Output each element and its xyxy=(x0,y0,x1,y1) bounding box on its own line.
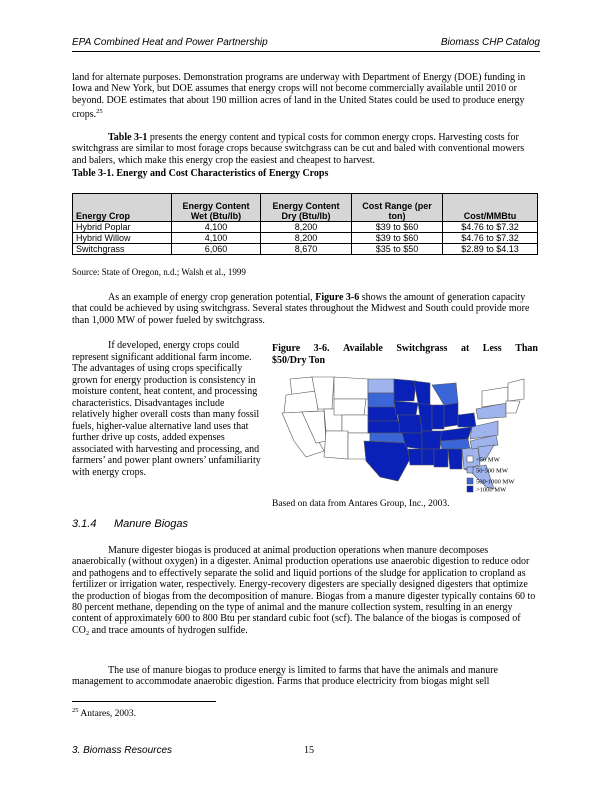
legend-swatch-2 xyxy=(467,467,473,473)
page-number: 15 xyxy=(304,745,314,756)
table-cell: 8,670 xyxy=(261,244,352,255)
section-heading xyxy=(72,518,188,530)
table-cell: $39 to $60 xyxy=(352,222,443,233)
legend-label-2: 50-500 MW xyxy=(476,467,508,475)
paragraph-table-intro: Table 3-1 presents the energy content and typical costs for common energy crops. Harvesting costs for switchgrass are similar to most forage crops because switchgrass can be cut and baled with conventional mowers and balers, which make this energy crop the easiest and cheapest to harvest. xyxy=(72,132,525,166)
table-cell: 8,200 xyxy=(261,233,352,244)
section-number: 3.1.4 xyxy=(72,518,97,530)
header-left: EPA Combined Heat and Power Partnership xyxy=(72,37,268,48)
table-cell: Hybrid Poplar xyxy=(73,222,172,233)
switchgrass-us-map xyxy=(272,369,534,493)
footnote-ref: 25 xyxy=(96,108,103,116)
paragraph-land-use: land for alternate purposes. Demonstration programs are underway with Department of Energy (DOE) funding in Iowa and New York, but DOE assumes that energy crops will not become commercially available until 2010 or beyond. DOE estimates that about 190 million acres of land in the United States could be used to produce energy crops.$^{25}$ xyxy=(72,72,526,121)
table-header-row xyxy=(73,194,538,222)
table-header: Cost Range (per ton) xyxy=(352,194,443,222)
legend-label-1: <50 MW xyxy=(476,456,500,464)
table-reference: Table 3-1 xyxy=(108,132,148,143)
table-cell: $39 to $60 xyxy=(352,233,443,244)
table-cell: $4.76 to $7.32 xyxy=(443,233,538,244)
paragraph-manure-biogas: Manure digester biogas is produced at animal production operations when manure decomposes anaerobically (without oxygen) in a digester. Animal production operations use anaerobic digestion to reduce odor and pathogens and to effectively separate the solid and liquid portions of the sludge for application to cropland as fertilizer or irrigation water, respectively. Energy-recovery digesters are specially designed digesters that optimize the production of biogas from the decomposition of manure. Biogas from a manure digester typically contains 60 to 80 percent methane, depending on the type of animal and the manure collection system, resulting in an energy content of approximately 600 to 800 Btu per standard cubic foot (scf). The balance of the biogas is composed of $CO_2$ and trace amounts of hydrogen sulfide. xyxy=(72,545,536,637)
table-cell: Switchgrass xyxy=(73,244,172,255)
figure-source: Based on data from Antares Group, Inc., 2003. xyxy=(272,499,450,509)
table-cell: $35 to $50 xyxy=(352,244,443,255)
footnote-divider xyxy=(72,701,216,702)
table-source: Source: State of Oregon, n.d.; Walsh et al., 1999 xyxy=(72,267,246,277)
legend-swatch-3 xyxy=(467,478,473,484)
table-row xyxy=(73,222,538,233)
table-caption: Table 3-1. Energy and Cost Characteristics of Energy Crops xyxy=(72,168,329,179)
table-cell: 8,200 xyxy=(261,222,352,233)
table-cell: $4.76 to $7.32 xyxy=(443,222,538,233)
legend-swatch-1 xyxy=(467,456,473,462)
paragraph-figure-intro: As an example of energy crop generation potential, Figure 3-6 shows the amount of generation capacity that could be achieved by using switchgrass. Several states throughout the Midwest and South could provide more than 1,000 MW of power fueled by switchgrass. xyxy=(72,292,530,326)
legend-label-4: >1000 MW xyxy=(476,486,507,493)
footer-section: 3. Biomass Resources xyxy=(72,745,173,756)
table-cell: 4,100 xyxy=(172,222,261,233)
table-header: Cost/MMBtu xyxy=(443,194,538,222)
table-header: Energy Content Dry (Btu/lb) xyxy=(261,194,352,222)
section-title: Manure Biogas xyxy=(114,518,188,530)
energy-crop-table xyxy=(72,193,538,255)
table-header: Energy Crop xyxy=(73,194,172,222)
table-cell: Hybrid Willow xyxy=(73,233,172,244)
figure-reference: Figure 3-6 xyxy=(315,292,360,303)
table-row xyxy=(73,244,538,255)
paragraph-biogas-use: The use of manure biogas to produce energy is limited to farms that have the animals and manure management to accommodate anaerobic digestion. Farms that produce electricity from biogas might sell xyxy=(72,665,498,688)
table-cell: $2.89 to $4.13 xyxy=(443,244,538,255)
paragraph-energy-crop-income: If developed, energy crops could represent significant additional farm income. The advantages of using crops specifically grown for energy production is consistency in moisture content, heat content, and processing characteristics. Disadvantages include relatively higher overall costs than many fossil fuels, higher-value alternative land uses that further drive up costs, added expenses associated with harvesting and processing, and farmers’ and power plant owners’ unfamiliarity with energy crops. xyxy=(72,340,261,478)
legend-swatch-4 xyxy=(467,486,473,492)
legend-label-3: 500-1000 MW xyxy=(476,478,515,486)
page-header xyxy=(72,37,540,52)
footnote: $^{25}$ Antares, 2003. xyxy=(72,707,137,719)
header-right: Biomass CHP Catalog xyxy=(440,37,540,48)
table-cell: 6,060 xyxy=(172,244,261,255)
table-cell: 4,100 xyxy=(172,233,261,244)
table-row xyxy=(73,233,538,244)
table-header: Energy Content Wet (Btu/lb) xyxy=(172,194,261,222)
figure-caption: Figure 3-6. Available Switchgrass at Less Than $50/Dry Ton xyxy=(272,343,538,366)
